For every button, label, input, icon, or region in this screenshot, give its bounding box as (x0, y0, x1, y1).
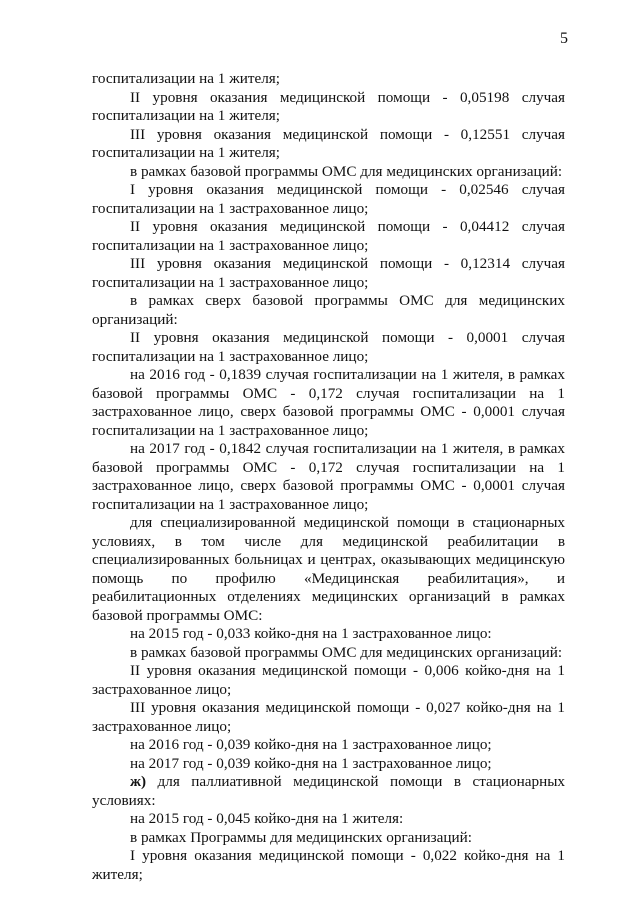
paragraph: III уровня оказания медицинской помощи - 0,12551 случая госпитализации на 1 жителя; (92, 125, 565, 161)
list-marker: ж) (130, 773, 147, 790)
paragraph: на 2015 год - 0,033 койко-дня на 1 застрахованное лицо: (130, 625, 492, 642)
paragraph (92, 773, 565, 810)
paragraph: в рамках сверх базовой программы ОМС для медицинских организаций: (92, 292, 565, 328)
paragraph: на 2016 год - 0,039 койко-дня на 1 застрахованное лицо; (130, 736, 492, 753)
paragraph: в рамках базовой программы ОМС для медицинских организаций: (130, 643, 563, 661)
paragraph: I уровня оказания медицинской помощи - 0,02546 случая госпитализации на 1 застрахованное лицо; (92, 181, 565, 217)
paragraph: III уровня оказания медицинской помощи - 0,027 койко-дня на 1 застрахованное лицо; (92, 699, 565, 735)
paragraph: на 2015 год - 0,045 койко-дня на 1 жителя: (130, 810, 404, 827)
paragraph: для специализированной медицинской помощи в стационарных условиях, в том числе для медицинской реабилитации в специализированных больницах и центрах, оказывающих медицинскую помощь по профилю «Медицинская реабилитация», и реабилитационных отделениях медицинских организаций в рамках базовой программы ОМС: (92, 514, 565, 624)
paragraph: на 2016 год - 0,1839 случая госпитализации на 1 жителя, в рамках базовой программы ОМС - 0,172 случая госпитализации на 1 застрахованное лицо, сверх базовой программы ОМС - 0,0001 случая госпитализации на 1 застрахованное лицо; (92, 366, 565, 439)
paragraph: в рамках Программы для медицинских организаций: (130, 828, 473, 846)
paragraph: III уровня оказания медицинской помощи - 0,12314 случая госпитализации на 1 застрахованное лицо; (92, 255, 565, 291)
paragraph: II уровня оказания медицинской помощи - 0,05198 случая госпитализации на 1 жителя; (92, 88, 565, 124)
paragraph: на 2017 год - 0,039 койко-дня на 1 застрахованное лицо; (130, 754, 492, 772)
paragraph: I уровня оказания медицинской помощи - 0,022 койко-дня на 1 жителя; (92, 847, 565, 883)
paragraph: II уровня оказания медицинской помощи - 0,006 койко-дня на 1 застрахованное лицо; (92, 662, 565, 698)
page-number: 5 (560, 30, 568, 47)
paragraph: II уровня оказания медицинской помощи - 0,0001 случая госпитализации на 1 застрахованное лицо; (92, 329, 565, 365)
paragraph: II уровня оказания медицинской помощи - 0,04412 случая госпитализации на 1 застрахованное лицо; (92, 218, 565, 254)
paragraph: госпитализации на 1 жителя; (92, 70, 280, 87)
paragraph: на 2017 год - 0,1842 случая госпитализации на 1 жителя, в рамках базовой программы ОМС - 0,172 случая госпитализации на 1 застрахованное лицо, сверх базовой программы ОМС - 0,0001 случая госпитализации на 1 застрахованное лицо; (92, 440, 565, 513)
paragraph-text: для паллиативной медицинской помощи в стационарных условиях: (92, 773, 566, 809)
document-body (92, 70, 565, 884)
paragraph: в рамках базовой программы ОМС для медицинских организаций: (130, 162, 563, 180)
